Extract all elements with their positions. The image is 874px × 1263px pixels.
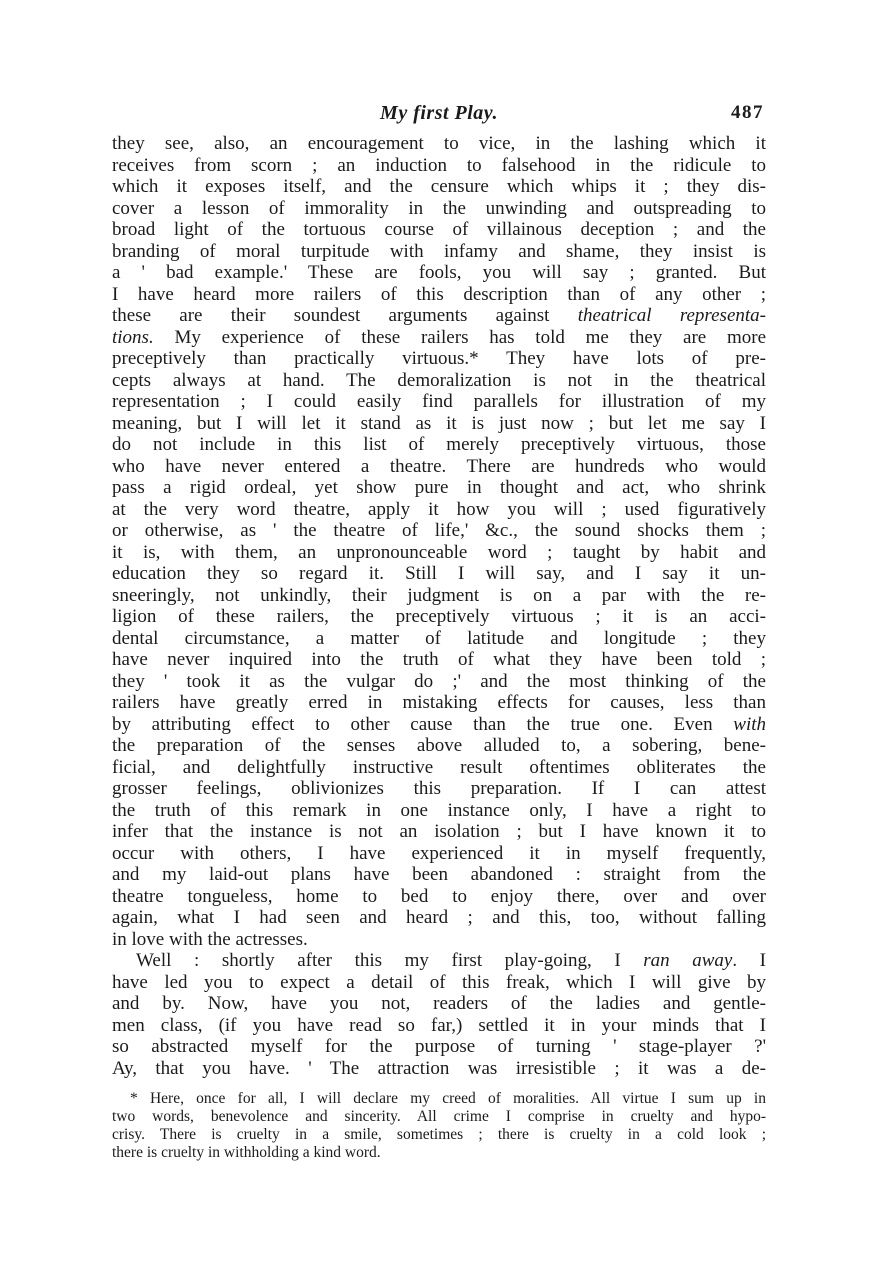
text-segment: railers have greatly erred in mistaking effects for causes, less than	[112, 692, 766, 713]
text-segment: do not include in this list of merely preceptively virtuous, those	[112, 434, 766, 455]
text-line	[112, 477, 766, 499]
text-line	[112, 284, 766, 306]
text-segment: and by. Now, have you not, readers of the ladies and gentle-	[112, 993, 766, 1014]
text-segment: * Here, once for all, I will declare my creed of moralities. All virtue I sum up in	[130, 1090, 766, 1107]
text-segment: who have never entered a theatre. There are hundreds who would	[112, 455, 766, 477]
text-line	[112, 671, 766, 693]
text-segment: broad light of the tortuous course of villainous deception ; and the	[112, 219, 766, 240]
text-line	[112, 692, 766, 714]
text-line	[112, 1015, 766, 1037]
text-line	[112, 1036, 766, 1058]
italic-text-segment: theatrical representa-	[577, 305, 766, 326]
text-segment: occur with others, I have experienced it in myself frequently,	[112, 842, 766, 864]
text-line	[112, 929, 766, 951]
footnote-line	[112, 1090, 766, 1108]
text-segment: sneeringly, not unkindly, their judgment is on a par with the re-	[112, 584, 766, 606]
text-line	[112, 972, 766, 994]
text-line	[112, 370, 766, 392]
text-line	[112, 757, 766, 779]
text-segment: a ' bad example.' These are fools, you will say ; granted. But	[112, 262, 766, 283]
text-line	[112, 434, 766, 456]
text-segment: have led you to expect a detail of this freak, which I will give by	[112, 971, 766, 993]
text-segment: cepts always at hand. The demoralization is not in the theatrical	[112, 369, 766, 391]
text-segment: dental circumstance, a matter of latitude and longitude ; they	[112, 627, 766, 649]
text-line	[112, 262, 766, 284]
text-segment: I have heard more railers of this description than of any other ;	[112, 283, 766, 305]
text-segment: which it exposes itself, and the censure which whips it ; they dis-	[112, 176, 766, 197]
text-segment: theatre tongueless, home to bed to enjoy there, over and over	[112, 885, 766, 907]
page-number: 487	[731, 102, 764, 123]
text-line	[112, 907, 766, 929]
text-segment: education they so regard it. Still I will say, and I say it un-	[112, 563, 766, 584]
footnote-line	[112, 1144, 766, 1162]
text-line	[112, 585, 766, 607]
text-segment: again, what I had seen and heard ; and this, too, without falling	[112, 907, 766, 928]
text-segment: Ay, that you have. ' The attraction was irresistible ; it was a de-	[112, 1057, 766, 1079]
text-line	[112, 628, 766, 650]
italic-text-segment: tions.	[112, 326, 154, 348]
text-line	[112, 219, 766, 241]
text-line	[112, 735, 766, 757]
text-line	[112, 327, 766, 349]
footnote-line	[112, 1108, 766, 1126]
text-segment: Well : shortly after this my first play-going, I	[136, 950, 644, 971]
text-segment: in love with the actresses.	[112, 928, 308, 950]
text-segment: the truth of this remark in one instance only, I have a right to	[112, 799, 766, 821]
text-segment: infer that the instance is not an isolation ; but I have known it to	[112, 821, 766, 842]
text-segment: ficial, and delightfully instructive result oftentimes obliterates the	[112, 756, 766, 778]
text-line	[112, 241, 766, 263]
text-line	[112, 843, 766, 865]
text-line	[112, 778, 766, 800]
text-segment: meaning, but I will let it stand as it is just now ; but let me say I	[112, 412, 766, 434]
text-segment: two words, benevolence and sincerity. All crime I comprise in cruelty and hypo-	[112, 1108, 766, 1125]
text-segment: there is cruelty in withholding a kind word.	[112, 1144, 381, 1161]
text-line	[112, 133, 766, 155]
text-segment: branding of moral turpitude with infamy and shame, they insist is	[112, 240, 766, 262]
text-line	[112, 305, 766, 327]
text-segment: . I	[732, 950, 767, 971]
text-segment: receives from scorn ; an induction to falsehood in the ridicule to	[112, 154, 766, 176]
running-title: My first Play.	[380, 102, 498, 124]
text-line	[112, 563, 766, 585]
text-line	[112, 348, 766, 370]
text-line	[112, 391, 766, 413]
text-line	[112, 499, 766, 521]
italic-text-segment: ran away	[643, 950, 733, 971]
text-line	[112, 176, 766, 198]
text-segment: or otherwise, as ' the theatre of life,' &c., the sound shocks them ;	[112, 520, 766, 541]
text-segment: they ' took it as the vulgar do ;' and the most thinking of the	[112, 670, 766, 692]
page-body	[112, 133, 766, 1079]
text-line	[112, 198, 766, 220]
text-line	[112, 649, 766, 671]
text-column	[112, 102, 766, 1162]
text-line	[112, 714, 766, 736]
text-segment: representation ; I could easily find parallels for illustration of my	[112, 391, 766, 412]
text-segment: ligion of these railers, the preceptively virtuous ; it is an acci-	[112, 606, 766, 627]
text-segment: My experience of these railers has told me they are more	[153, 326, 766, 348]
text-segment: crisy. There is cruelty in a smile, sometimes ; there is cruelty in a cold look ;	[112, 1126, 766, 1143]
text-segment: the preparation of the senses above alluded to, a sobering, bene-	[112, 735, 766, 756]
text-line	[112, 606, 766, 628]
text-line	[112, 456, 766, 478]
text-line	[112, 950, 766, 972]
text-segment: have never inquired into the truth of what they have been told ;	[112, 649, 766, 670]
text-segment: men class, (if you have read so far,) settled it in your minds that I	[112, 1014, 766, 1036]
text-segment: cover a lesson of immorality in the unwinding and outspreading to	[112, 197, 766, 219]
text-segment: so abstracted myself for the purpose of turning ' stage-player ?'	[112, 1036, 766, 1057]
text-segment: these are their soundest arguments against	[112, 305, 578, 326]
text-line	[112, 520, 766, 542]
text-line	[112, 800, 766, 822]
text-line	[112, 886, 766, 908]
text-segment: grosser feelings, oblivionizes this preparation. If I can attest	[112, 778, 766, 799]
text-line	[112, 542, 766, 564]
text-segment: pass a rigid ordeal, yet show pure in thought and act, who shrink	[112, 477, 766, 498]
text-segment: they see, also, an encouragement to vice, in the lashing which it	[112, 133, 766, 154]
text-segment: preceptively than practically virtuous.* They have lots of pre-	[112, 348, 766, 369]
text-line	[112, 413, 766, 435]
text-line	[112, 1058, 766, 1080]
footnote-line	[112, 1126, 766, 1144]
text-segment: at the very word theatre, apply it how you will ; used figuratively	[112, 498, 766, 520]
text-line	[112, 993, 766, 1015]
text-line	[112, 155, 766, 177]
footnote	[112, 1090, 766, 1162]
italic-text-segment: with	[733, 713, 766, 735]
text-segment: and my laid-out plans have been abandoned : straight from the	[112, 864, 766, 885]
text-segment: it is, with them, an unpronounceable word ; taught by habit and	[112, 541, 766, 563]
page-header	[112, 102, 766, 129]
text-line	[112, 821, 766, 843]
text-line	[112, 864, 766, 886]
text-segment: by attributing effect to other cause than the true one. Even	[112, 713, 734, 735]
